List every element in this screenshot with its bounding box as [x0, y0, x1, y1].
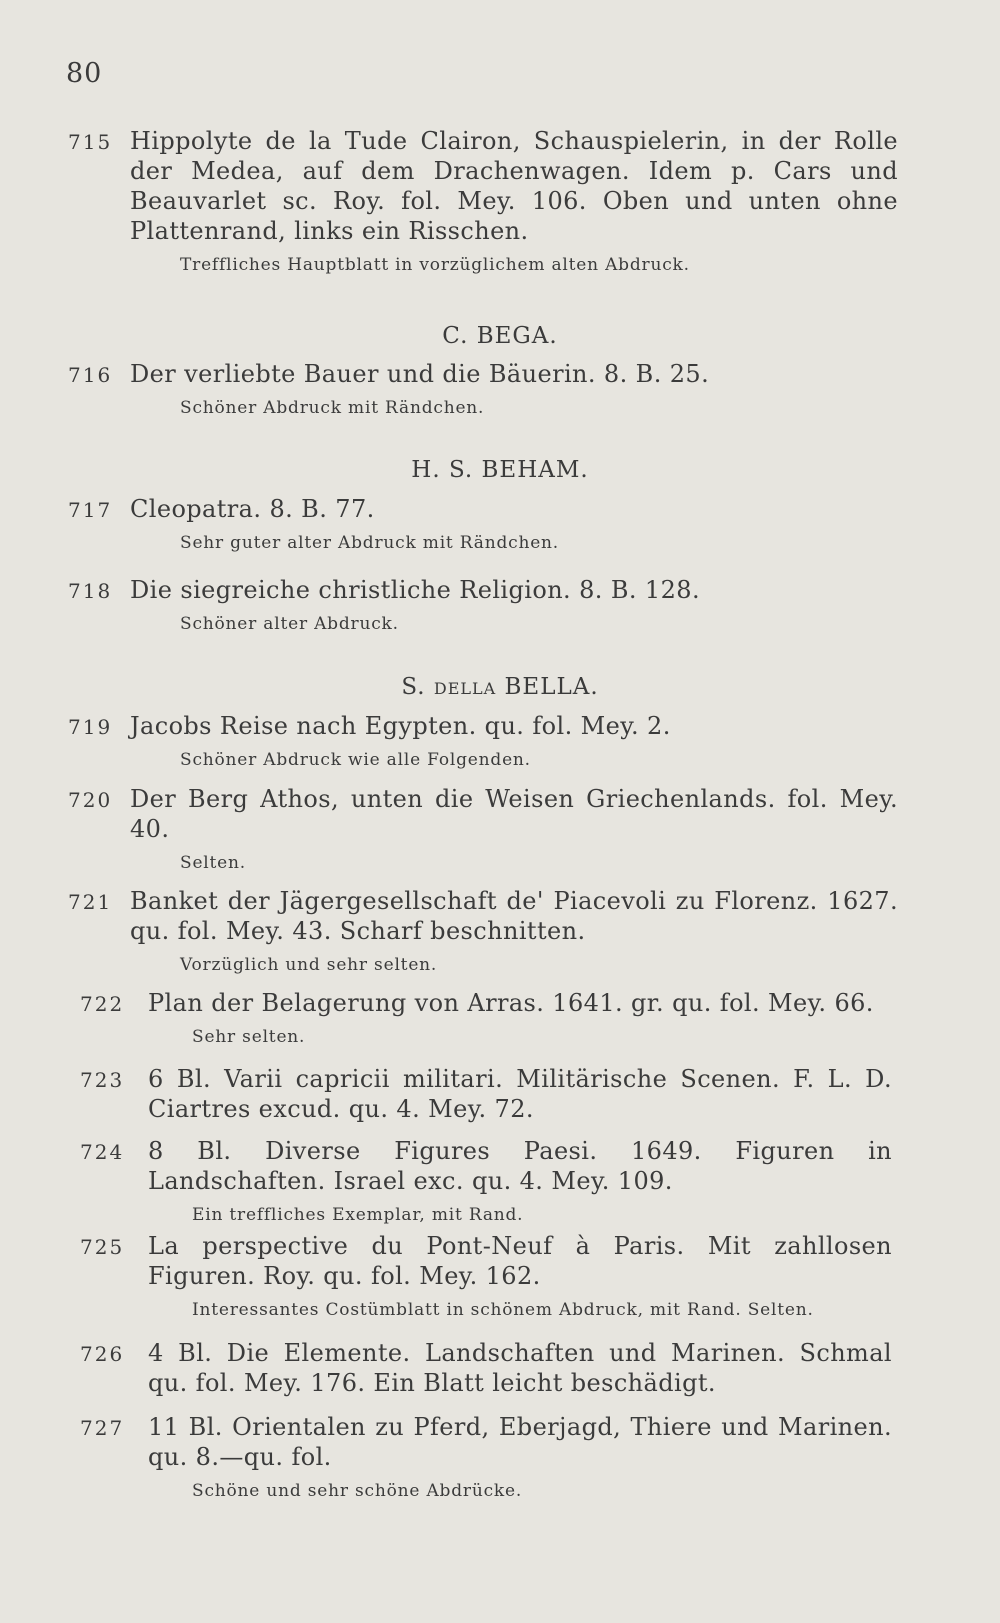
entry-note: Selten. [180, 853, 246, 873]
entry-number: 726 [80, 1342, 125, 1366]
heading-particle: DELLA [433, 679, 497, 698]
entry-number: 725 [80, 1235, 125, 1259]
entry-number: 719 [68, 715, 113, 739]
entry-text: Banket der Jägergesellschaft de' Piacevoli zu Florenz. 1627. qu. fol. Mey. 43. Scharf beschnitten. [130, 887, 898, 945]
entry-number: 722 [80, 992, 125, 1016]
entry-text: 4 Bl. Die Elemente. Landschaften und Marinen. Schmal qu. fol. Mey. 176. Ein Blatt leicht beschädigt. [148, 1339, 892, 1397]
catalog-entry [68, 126, 898, 276]
page-number: 80 [66, 58, 103, 89]
entry-number: 727 [80, 1416, 125, 1440]
entry-note: Schöner Abdruck wie alle Folgenden. [180, 750, 531, 770]
catalog-entry [68, 711, 898, 771]
entry-text: Plan der Belagerung von Arras. 1641. gr. qu. fol. Mey. 66. [148, 989, 874, 1017]
entry-text: Jacobs Reise nach Egypten. qu. fol. Mey. 2. [130, 712, 671, 740]
catalog-entry [80, 988, 892, 1048]
catalog-entry [80, 1412, 892, 1502]
catalog-entry [80, 1064, 892, 1124]
entry-number: 715 [68, 130, 113, 154]
entry-text: Hippolyte de la Tude Clairon, Schauspielerin, in der Rolle der Medea, auf dem Drachenwagen. Idem p. Cars und Beauvarlet sc. Roy. fol. Mey. 106. Oben und unten ohne Plattenrand, links ein Risschen. [130, 127, 898, 245]
entry-text: Der Berg Athos, unten die Weisen Griechenlands. fol. Mey. 40. [130, 785, 898, 843]
entry-text: 11 Bl. Orientalen zu Pferd, Eberjagd, Thiere und Marinen. qu. 8.—qu. fol. [148, 1413, 892, 1471]
section-heading-bella [0, 674, 1000, 700]
entry-text: Cleopatra. 8. B. 77. [130, 495, 375, 523]
entry-note: Ein treffliches Exemplar, mit Rand. [192, 1205, 524, 1225]
entry-note: Treffliches Hauptblatt in vorzüglichem alten Abdruck. [180, 255, 690, 275]
section-heading-bega: C. BEGA. [442, 323, 558, 349]
catalog-entry [80, 1231, 892, 1321]
entry-note: Schöner Abdruck mit Rändchen. [180, 398, 485, 418]
catalog-entry [80, 1338, 892, 1398]
catalog-entry [80, 1136, 892, 1226]
catalog-entry [68, 784, 898, 874]
heading-prefix: S. [401, 674, 426, 700]
section-heading-beham: H. S. BEHAM. [411, 457, 589, 483]
catalog-entry [68, 359, 898, 419]
entry-number: 720 [68, 788, 113, 812]
entry-text: 8 Bl. Diverse Figures Paesi. 1649. Figuren in Landschaften. Israel exc. qu. 4. Mey. 109. [148, 1137, 892, 1195]
entry-note: Schöne und sehr schöne Abdrücke. [192, 1481, 523, 1501]
entry-note: Sehr guter alter Abdruck mit Rändchen. [180, 533, 560, 553]
entry-number: 724 [80, 1140, 125, 1164]
entry-number: 716 [68, 363, 113, 387]
entry-note: Interessantes Costümblatt in schönem Abdruck, mit Rand. Selten. [192, 1300, 814, 1320]
entry-text: Der verliebte Bauer und die Bäuerin. 8. B. 25. [130, 360, 710, 388]
entry-note: Vorzüglich und sehr selten. [180, 955, 438, 975]
entry-note: Schöner alter Abdruck. [180, 614, 399, 634]
entry-number: 723 [80, 1068, 125, 1092]
entry-number: 721 [68, 890, 113, 914]
entry-text: 6 Bl. Varii capricii militari. Militärische Scenen. F. L. D. Ciartres excud. qu. 4. Mey. 72. [148, 1065, 892, 1123]
entry-text: La perspective du Pont-Neuf à Paris. Mit zahllosen Figuren. Roy. qu. fol. Mey. 162. [148, 1232, 892, 1290]
entry-note: Sehr selten. [192, 1027, 306, 1047]
heading-name: BELLA. [504, 674, 599, 700]
catalog-entry [68, 494, 898, 554]
entry-text: Die siegreiche christliche Religion. 8. B. 128. [130, 576, 700, 604]
catalog-entry [68, 886, 898, 976]
entry-number: 718 [68, 579, 113, 603]
entry-number: 717 [68, 498, 113, 522]
catalog-entry [68, 575, 898, 635]
